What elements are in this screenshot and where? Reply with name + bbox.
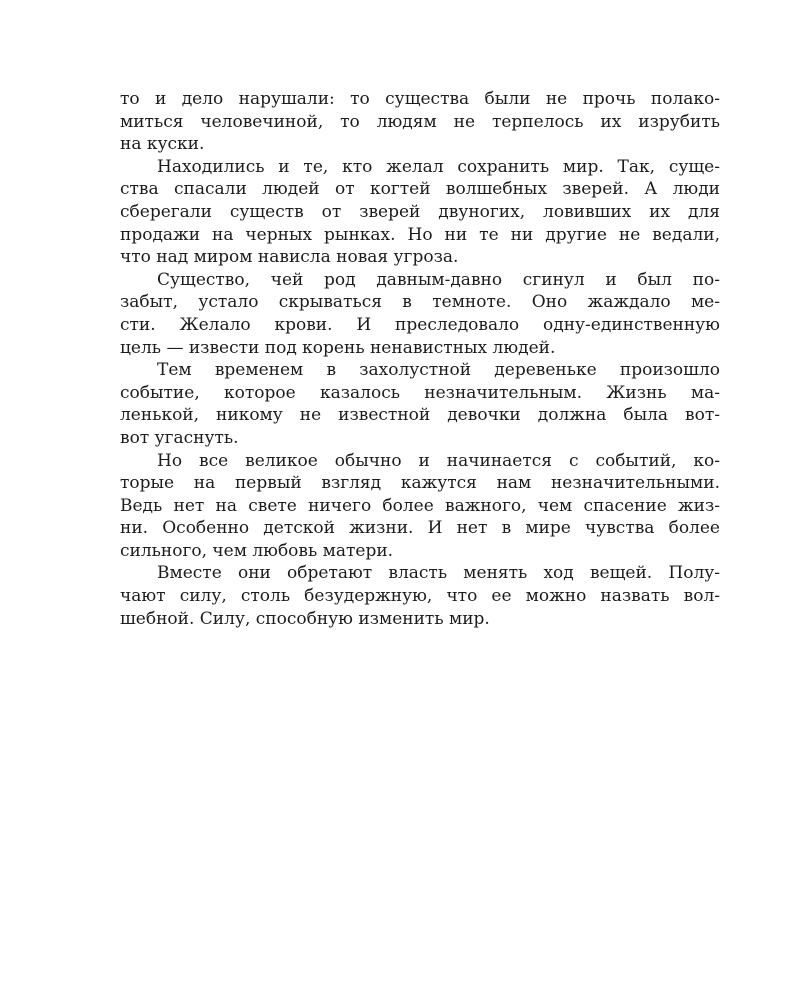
page-body: [120, 88, 720, 630]
paragraph-5: [120, 450, 720, 563]
text-line: Находились и те, кто желал сохранить мир. Так, суще-: [157, 156, 720, 177]
text-line: сти. Желало крови. И преследовало одну-единственную: [120, 314, 720, 335]
text-line: то и дело нарушали: то существа были не прочь полако-: [120, 89, 720, 109]
text-line: что над миром нависла новая угроза.: [120, 247, 459, 268]
text-line: ства спасали людей от когтей волшебных зверей. А люди: [120, 179, 720, 200]
text-line: Ведь нет на свете ничего более важного, чем спасение жиз-: [120, 495, 720, 516]
text-line: сильного, чем любовь матери.: [120, 540, 394, 561]
text-line: торые на первый взгляд кажутся нам незначительными.: [120, 473, 720, 494]
text-line: цель — извести под корень ненавистных людей.: [120, 337, 556, 358]
text-line: продажи на черных рынках. Но ни те ни другие не ведали,: [120, 224, 720, 245]
text-line: миться человечиной, то людям не терпелось их изрубить: [120, 111, 720, 132]
paragraph-3: [120, 269, 720, 359]
paragraph-2: [120, 156, 720, 269]
text-line: вот угаснуть.: [120, 427, 239, 448]
text-line: Вместе они обретают власть менять ход вещей. Полу-: [157, 563, 720, 584]
text-line: событие, которое казалось незначительным. Жизнь ма-: [120, 382, 720, 403]
text-line: Существо, чей род давным-давно сгинул и был по-: [157, 269, 720, 290]
text-line: ни. Особенно детской жизни. И нет в мире чувства более: [120, 518, 720, 539]
paragraph-4: [120, 359, 720, 449]
paragraph-6: [120, 562, 720, 630]
text-line: сберегали существ от зверей двуногих, ловивших их для: [120, 201, 720, 222]
text-line: забыт, устало скрываться в темноте. Оно жаждало ме-: [120, 292, 720, 313]
text-line: шебной. Силу, способную изменить мир.: [120, 608, 490, 629]
paragraph-1: [120, 88, 720, 156]
text-line: чают силу, столь безудержную, что ее можно назвать вол-: [120, 586, 720, 607]
text-line: Тем временем в захолустной деревеньке произошло: [157, 360, 720, 381]
text-line: Но все великое обычно и начинается с событий, ко-: [157, 450, 720, 471]
text-line: на куски.: [120, 134, 205, 155]
text-line: ленькой, никому не известной девочки должна была вот-: [120, 405, 720, 426]
